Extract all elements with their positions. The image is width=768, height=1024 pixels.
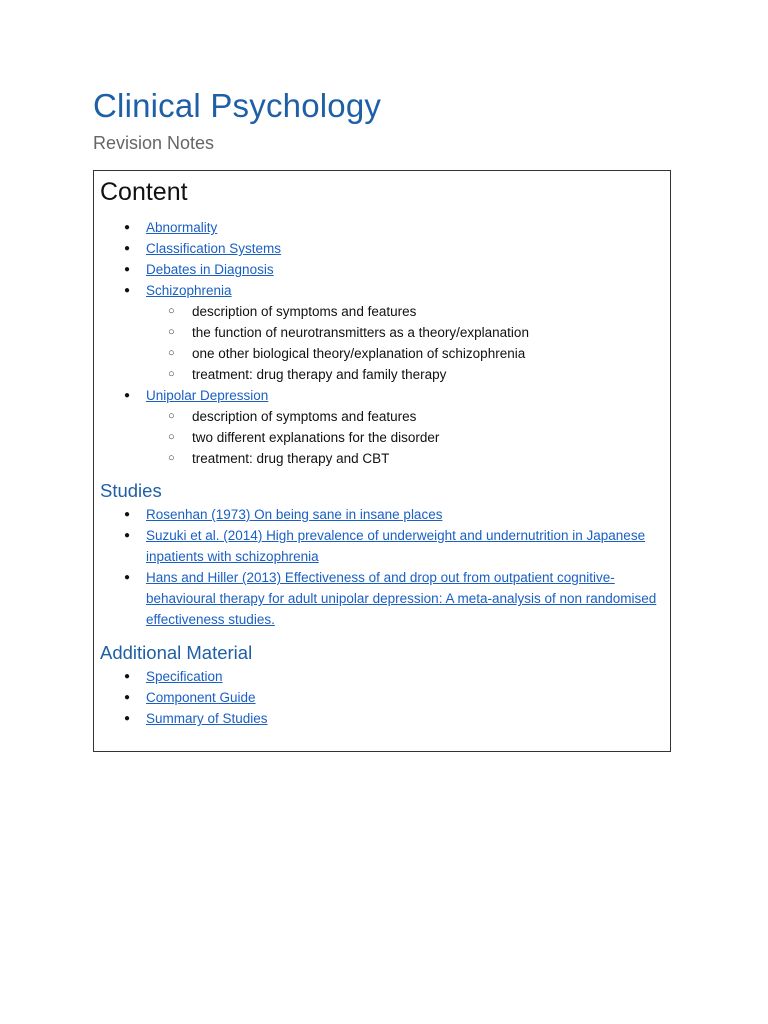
- page-subtitle: Revision Notes: [93, 133, 215, 153]
- bullet-icon: ●: [124, 692, 131, 703]
- link-abnormality[interactable]: Abnormality: [146, 220, 218, 235]
- list-item: [100, 259, 662, 280]
- sublist-item-text: treatment: drug therapy and CBT: [192, 451, 390, 466]
- list-item: [100, 280, 662, 385]
- link-study-rosenhan[interactable]: Rosenhan (1973) On being sane in insane places: [146, 507, 443, 522]
- list-item: [100, 687, 662, 708]
- link-debates-in-diagnosis[interactable]: Debates in Diagnosis: [146, 262, 274, 277]
- link-component-guide[interactable]: Component Guide: [146, 690, 256, 705]
- bullet-icon: ●: [124, 671, 131, 682]
- sublist-item: [146, 406, 662, 427]
- list-item: [100, 708, 662, 729]
- bullet-icon: ●: [124, 390, 131, 401]
- link-schizophrenia[interactable]: Schizophrenia: [146, 283, 232, 298]
- link-summary-of-studies[interactable]: Summary of Studies: [146, 711, 268, 726]
- hollow-bullet-icon: ○: [168, 452, 175, 464]
- document-page: [93, 84, 673, 726]
- sublist-item: [146, 322, 662, 343]
- link-specification[interactable]: Specification: [146, 669, 223, 684]
- additional-material-heading: Additional Material: [100, 642, 253, 663]
- hollow-bullet-icon: ○: [168, 305, 175, 317]
- bullet-icon: ●: [124, 572, 131, 583]
- bullet-icon: ●: [124, 285, 131, 296]
- sublist-item-text: the function of neurotransmitters as a theory/explanation: [192, 325, 529, 340]
- list-item: [100, 525, 662, 567]
- bullet-icon: ●: [124, 243, 131, 254]
- link-study-suzuki[interactable]: Suzuki et al. (2014) High prevalence of underweight and undernutrition in Japanese inpatients with schizophrenia: [146, 528, 646, 564]
- list-item: [100, 666, 662, 687]
- bullet-icon: ●: [124, 509, 131, 520]
- link-classification-systems[interactable]: Classification Systems: [146, 241, 282, 256]
- list-item: [100, 385, 662, 469]
- list-item: [100, 567, 662, 630]
- list-item: [100, 504, 662, 525]
- content-heading: Content: [100, 178, 188, 206]
- contents-box: [93, 170, 671, 752]
- sublist-item-text: one other biological theory/explanation of schizophrenia: [192, 346, 526, 361]
- list-item: [100, 217, 662, 238]
- sublist-item-text: description of symptoms and features: [192, 304, 417, 319]
- hollow-bullet-icon: ○: [168, 347, 175, 359]
- bullet-icon: ●: [124, 222, 131, 233]
- sublist-item: [146, 343, 662, 364]
- sublist-item: [146, 427, 662, 448]
- content-list: [100, 217, 662, 469]
- link-unipolar-depression[interactable]: Unipolar Depression: [146, 388, 269, 403]
- sublist-item-text: treatment: drug therapy and family therapy: [192, 367, 447, 382]
- link-study-hans-hiller[interactable]: Hans and Hiller (2013) Effectiveness of and drop out from outpatient cognitive-behavioural therapy for adult unipolar depression: A meta-analysis of non randomised effectiveness studies.: [146, 570, 657, 627]
- schizophrenia-sublist: [146, 301, 662, 385]
- list-item: [100, 238, 662, 259]
- bullet-icon: ●: [124, 264, 131, 275]
- bullet-icon: ●: [124, 713, 131, 724]
- hollow-bullet-icon: ○: [168, 326, 175, 338]
- sublist-item: [146, 448, 662, 469]
- sublist-item-text: two different explanations for the disorder: [192, 430, 440, 445]
- studies-heading: Studies: [100, 480, 162, 501]
- page-title: Clinical Psychology: [93, 87, 382, 124]
- bullet-icon: ●: [124, 530, 131, 541]
- studies-list: [100, 504, 662, 630]
- sublist-item: [146, 301, 662, 322]
- hollow-bullet-icon: ○: [168, 368, 175, 380]
- additional-material-list: [100, 666, 662, 729]
- sublist-item-text: description of symptoms and features: [192, 409, 417, 424]
- sublist-item: [146, 364, 662, 385]
- unipolar-depression-sublist: [146, 406, 662, 469]
- hollow-bullet-icon: ○: [168, 431, 175, 443]
- hollow-bullet-icon: ○: [168, 410, 175, 422]
